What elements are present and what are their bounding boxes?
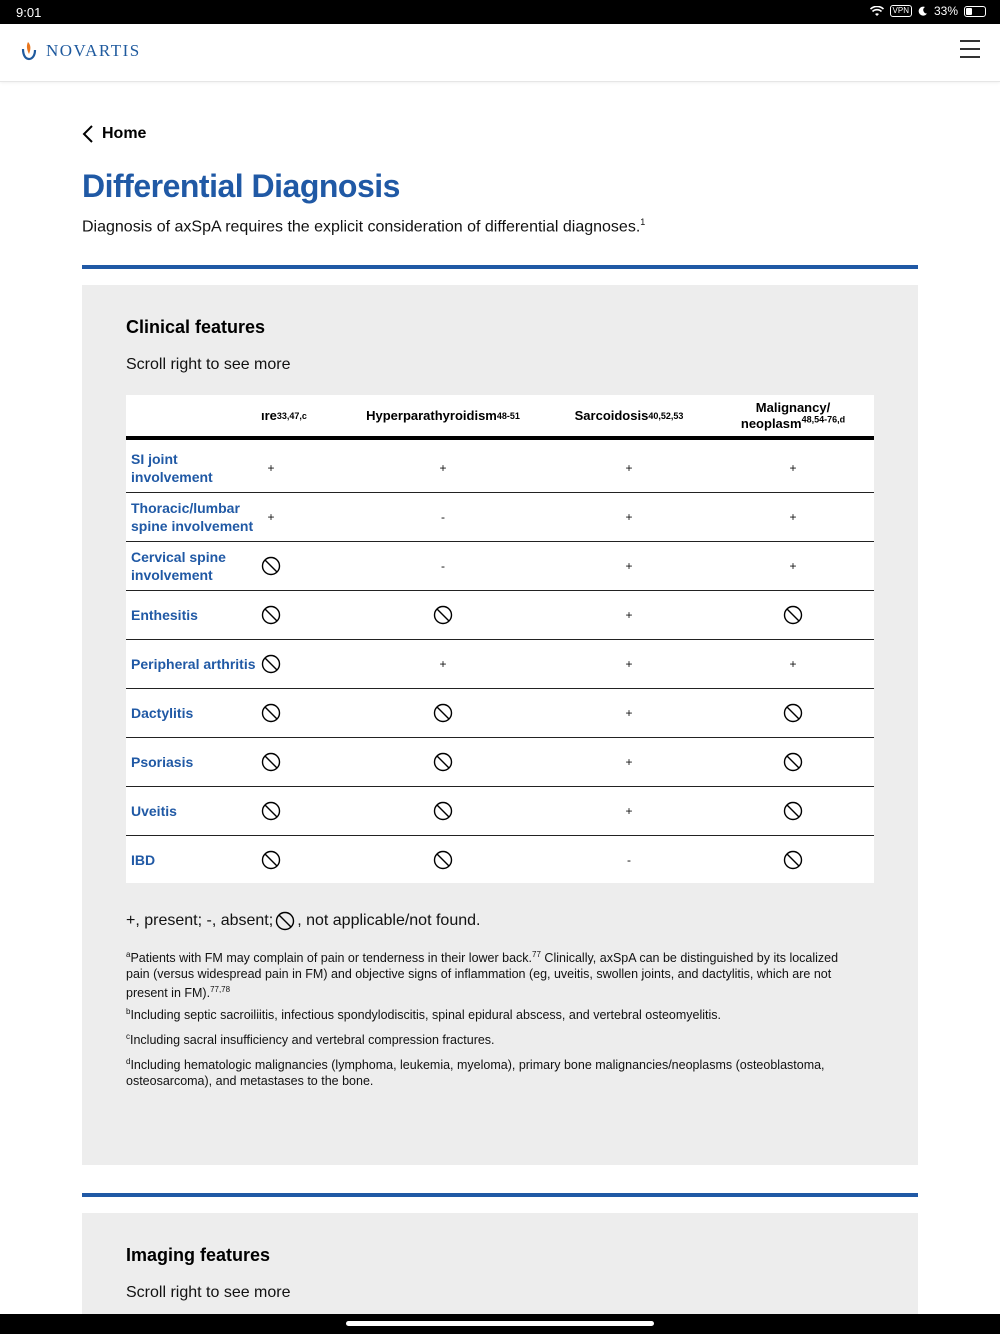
- chevron-left-icon: [82, 124, 94, 144]
- column-header-label: ıre: [261, 407, 277, 423]
- table-cell: [423, 640, 463, 688]
- footnote-d: [126, 1054, 846, 1089]
- section-divider: [82, 1193, 918, 1197]
- not-applicable-icon: [433, 605, 453, 625]
- table-row: [126, 787, 874, 836]
- table-cell: [423, 493, 463, 541]
- table-row: [126, 640, 874, 689]
- back-label: Home: [102, 125, 147, 142]
- table-row: [126, 738, 874, 787]
- footnote-b: [126, 1004, 846, 1024]
- menu-line-icon: [960, 40, 980, 42]
- table-cell: [773, 836, 813, 883]
- vpn-badge: VPN: [890, 5, 912, 17]
- table-cell: [609, 787, 649, 835]
- column-header-ref: 48,54-76,d: [801, 414, 846, 425]
- not-applicable-icon: [783, 752, 803, 772]
- column-header-label: neoplasm: [740, 415, 802, 431]
- table-row: [126, 493, 874, 542]
- imaging-features-title: Imaging features: [126, 1245, 271, 1265]
- table-cell: [423, 836, 463, 883]
- table-cell: [773, 591, 813, 639]
- column-header: ıre 33,47,c: [261, 407, 307, 423]
- table-cell: [773, 787, 813, 835]
- cell-value: +: [625, 706, 633, 720]
- footnote-a: [126, 947, 846, 1002]
- page-intro: [82, 217, 645, 236]
- table-row: [126, 542, 874, 591]
- home-indicator-area: [0, 1314, 1000, 1334]
- table-row: [126, 591, 874, 640]
- table-cell: [773, 493, 813, 541]
- row-label: Cervical spine involvement: [131, 549, 226, 583]
- table-cell: [251, 738, 291, 786]
- cell-value: +: [625, 804, 633, 818]
- clinical-features-title: Clinical features: [126, 317, 266, 337]
- cell-value: +: [439, 461, 447, 475]
- row-label: Dactylitis: [131, 705, 194, 721]
- not-applicable-icon: [783, 703, 803, 723]
- table-cell: [423, 591, 463, 639]
- clinical-scroll-hint: Scroll right to see more: [126, 356, 291, 373]
- table-cell: [251, 444, 291, 492]
- table-cell: [609, 493, 649, 541]
- status-time: 9:01: [16, 5, 42, 20]
- battery-icon: [964, 6, 986, 17]
- cell-value: +: [267, 461, 275, 475]
- footnote-text: Patients with FM may complain of pain or tenderness in their lower back.: [130, 951, 533, 966]
- row-label: Enthesitis: [131, 607, 198, 623]
- cell-value: +: [789, 510, 797, 524]
- cell-value: -: [627, 853, 631, 867]
- table-cell: [423, 738, 463, 786]
- brand-name: NOVARTIS: [46, 41, 141, 60]
- not-applicable-icon: [783, 850, 803, 870]
- table-cell: [251, 542, 291, 590]
- table-cell: [423, 542, 463, 590]
- footnote-text: Including sacral insufficiency and vertebral compression fractures.: [130, 1033, 495, 1048]
- imaging-features-panel: [82, 1213, 918, 1314]
- table-cell: [251, 640, 291, 688]
- footnote-c: [126, 1029, 846, 1049]
- legend-text-2: , not applicable/not found.: [297, 912, 481, 929]
- table-row: [126, 689, 874, 738]
- table-cell: [609, 591, 649, 639]
- row-label: Uveitis: [131, 803, 177, 819]
- footnote-text: Clinically, axSpA can be distinguished by its localized pain (versus widespread pain in FM) and objective signs of inflammation (eg, uveitis, swollen joints, and dactylitis, which are not present in FM).: [126, 951, 839, 1001]
- column-header: Hyperparathyroidism 48-51: [366, 407, 520, 423]
- menu-line-icon: [960, 56, 980, 58]
- table-cell: [251, 836, 291, 883]
- status-indicators: [870, 4, 986, 18]
- not-applicable-icon: [433, 703, 453, 723]
- table-cell: [773, 542, 813, 590]
- cell-value: +: [789, 559, 797, 573]
- table-cell: [773, 689, 813, 737]
- row-label: SI joint involvement: [131, 451, 213, 485]
- not-applicable-icon: [783, 605, 803, 625]
- cell-value: -: [441, 510, 445, 524]
- column-header-label: Sarcoidosis: [574, 407, 649, 423]
- cell-value: +: [625, 608, 633, 622]
- table-legend: [126, 911, 480, 931]
- cell-value: -: [441, 559, 445, 573]
- footnote-ref: 77: [532, 950, 541, 959]
- footnote-mark: d: [126, 1057, 131, 1066]
- not-applicable-icon: [261, 752, 281, 772]
- footnote-text: Including septic sacroiliitis, infectious spondylodiscitis, spinal epidural abscess, and vertebral osteomyelitis.: [130, 1008, 722, 1023]
- cell-value: +: [625, 755, 633, 769]
- not-applicable-icon: [261, 703, 281, 723]
- column-header-label: Malignancy/: [755, 399, 831, 415]
- cell-value: +: [625, 510, 633, 524]
- cell-value: +: [625, 657, 633, 671]
- table-cell: [773, 444, 813, 492]
- cell-value: +: [267, 510, 275, 524]
- table-cell: [251, 493, 291, 541]
- cell-value: +: [789, 461, 797, 475]
- footnote-mark: b: [126, 1007, 131, 1016]
- clinical-features-panel: [82, 285, 918, 1165]
- clinical-features-table[interactable]: [126, 395, 874, 883]
- battery-level: [966, 8, 972, 15]
- back-home-link[interactable]: [82, 124, 146, 144]
- intro-text: Diagnosis of axSpA requires the explicit consideration of differential diagnoses.: [82, 218, 641, 236]
- table-cell: [609, 689, 649, 737]
- not-applicable-icon: [261, 654, 281, 674]
- novartis-logo[interactable]: [20, 40, 141, 62]
- not-applicable-icon: [275, 911, 295, 931]
- novartis-flame-icon: [20, 40, 38, 62]
- not-applicable-icon: [433, 801, 453, 821]
- table-header-row: [126, 395, 874, 440]
- not-applicable-icon: [783, 801, 803, 821]
- table-cell: [609, 640, 649, 688]
- not-applicable-icon: [433, 850, 453, 870]
- cell-value: +: [789, 657, 797, 671]
- table-cell: [251, 787, 291, 835]
- table-cell: [609, 444, 649, 492]
- menu-line-icon: [960, 48, 980, 50]
- footnote-mark: a: [126, 950, 131, 959]
- table-row: [126, 836, 874, 883]
- table-cell: [609, 836, 649, 883]
- section-divider: [82, 265, 918, 269]
- moon-icon: [918, 6, 928, 16]
- table-cell: [423, 444, 463, 492]
- row-label: Psoriasis: [131, 754, 194, 770]
- footnote-ref: 77,78: [210, 985, 231, 995]
- not-applicable-icon: [261, 605, 281, 625]
- app-header: [0, 24, 1000, 82]
- table-cell: [609, 542, 649, 590]
- legend-text-1: +, present; -, absent;: [126, 912, 274, 929]
- column-header-label-line2: [741, 416, 845, 432]
- table-cell: [251, 591, 291, 639]
- home-indicator-bar[interactable]: [346, 1321, 654, 1326]
- not-applicable-icon: [261, 801, 281, 821]
- row-label: Peripheral arthritis: [131, 656, 256, 672]
- row-label: IBD: [131, 852, 156, 868]
- table-cell: [423, 787, 463, 835]
- page-title: Differential Diagnosis: [82, 168, 400, 204]
- status-bar: [0, 0, 1000, 24]
- cell-value: +: [625, 461, 633, 475]
- cell-value: +: [625, 559, 633, 573]
- column-header: [718, 395, 868, 436]
- column-header: Sarcoidosis 40,52,53: [574, 407, 684, 423]
- row-label: Thoracic/lumbar spine involvement: [131, 500, 254, 534]
- footnote-text: Including hematologic malignancies (lymphoma, leukemia, myeloma), primary bone malignancies/neoplasms (osteoblastoma, osteosarcoma), and metastases to the bone.: [126, 1058, 825, 1088]
- hamburger-menu-button[interactable]: [960, 40, 980, 58]
- imaging-scroll-hint: Scroll right to see more: [126, 1284, 291, 1301]
- not-applicable-icon: [433, 752, 453, 772]
- table-cell: [773, 738, 813, 786]
- table-cell: [423, 689, 463, 737]
- table-row: [126, 444, 874, 493]
- not-applicable-icon: [261, 850, 281, 870]
- footnote-mark: c: [126, 1032, 130, 1041]
- table-cell: [251, 689, 291, 737]
- not-applicable-icon: [261, 556, 281, 576]
- table-cell: [609, 738, 649, 786]
- column-header-label: Hyperparathyroidism: [366, 407, 497, 423]
- intro-ref: 1: [640, 217, 646, 227]
- battery-percent: 33%: [933, 4, 958, 18]
- wifi-icon: [870, 6, 884, 17]
- table-cell: [773, 640, 813, 688]
- cell-value: +: [439, 657, 447, 671]
